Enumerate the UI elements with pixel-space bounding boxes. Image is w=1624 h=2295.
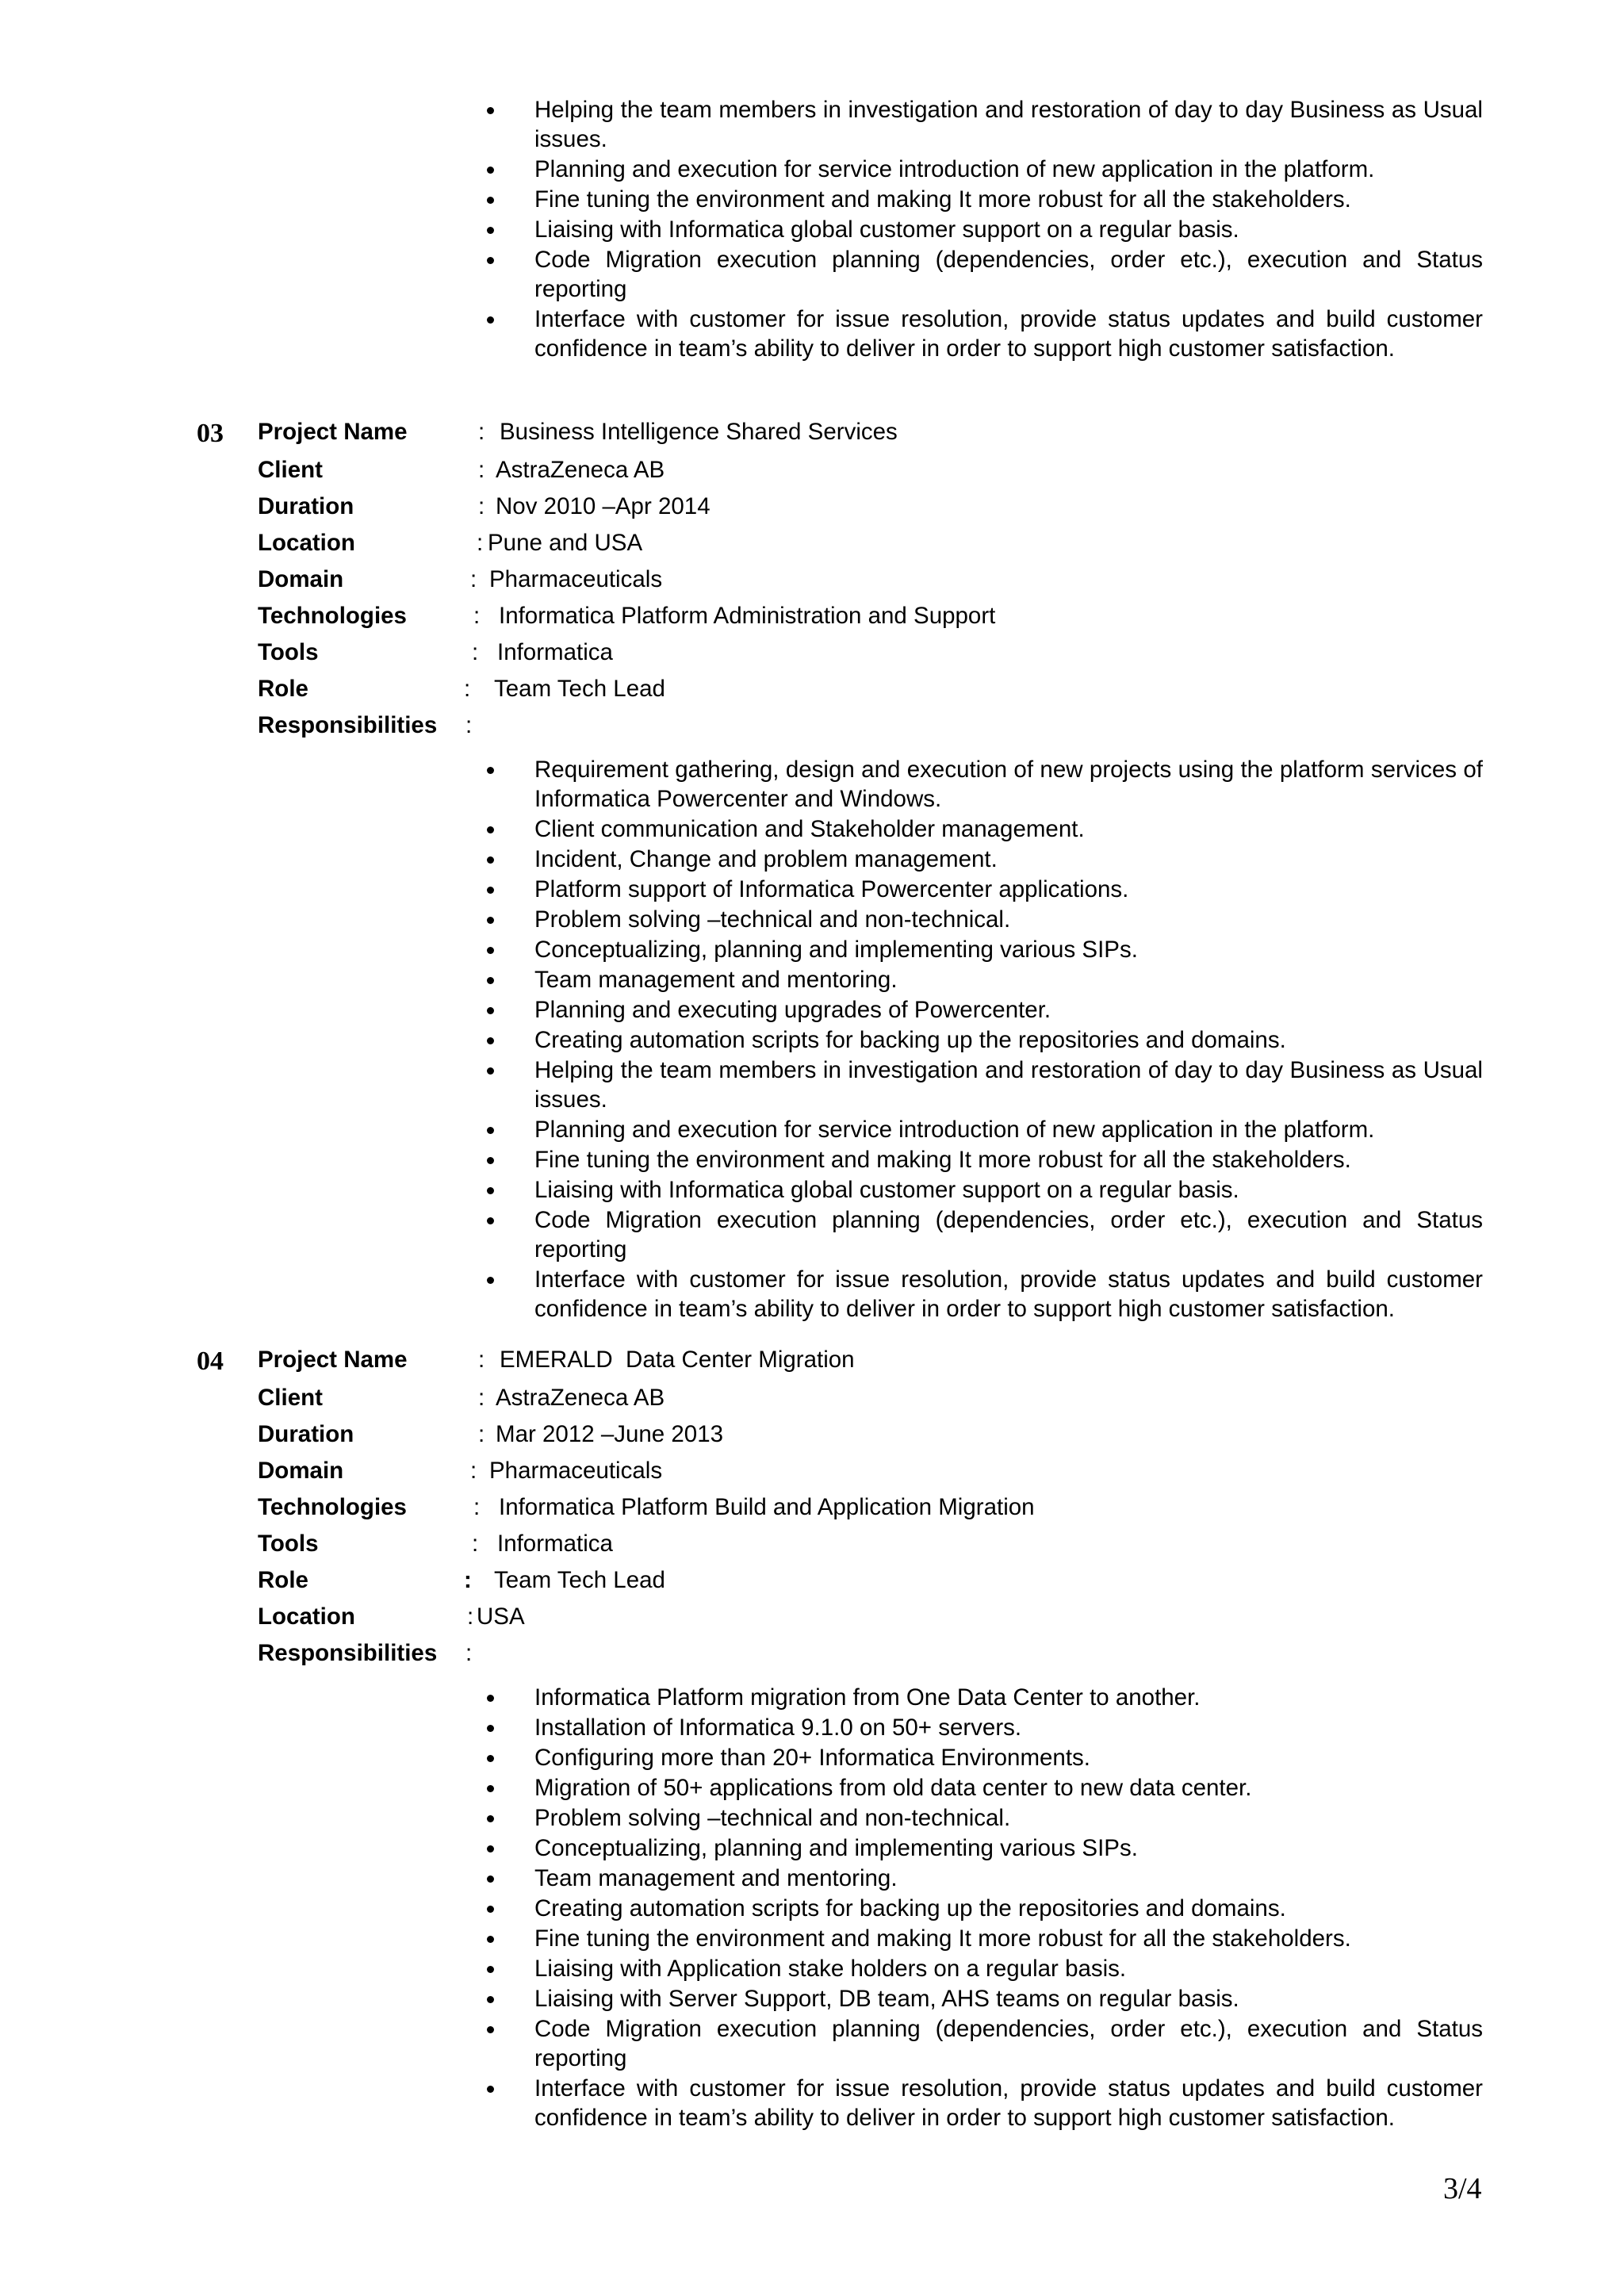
- field-label: Responsibilities: [258, 712, 438, 738]
- field-colon: :: [473, 1494, 481, 1520]
- field-value: Informatica Platform Administration and Support: [499, 603, 996, 629]
- field-label: Technologies: [258, 603, 407, 629]
- list-item: Liaising with Application stake holders on a regular basis.: [484, 1954, 1483, 1983]
- field-label: Duration: [258, 1421, 354, 1447]
- field-colon: :: [478, 1385, 485, 1411]
- field-label: Location: [258, 530, 355, 556]
- list-item: Planning and execution for service introduction of new application in the platform.: [484, 1115, 1483, 1144]
- field-label: Domain: [258, 566, 344, 592]
- field-label: Role: [258, 1567, 308, 1593]
- list-item: Conceptualizing, planning and implementing various SIPs.: [484, 935, 1483, 964]
- list-item: Helping the team members in investigation and restoration of day to day Business as Usual issues.: [484, 95, 1483, 154]
- list-item: Helping the team members in investigation and restoration of day to day Business as Usual issues.: [484, 1056, 1483, 1114]
- project-number: 04: [197, 1347, 224, 1376]
- field-value: Business Intelligence Shared Services: [500, 419, 898, 445]
- field-colon: :: [473, 603, 481, 629]
- field-label: Location: [258, 1603, 355, 1630]
- field-colon: :: [478, 419, 485, 445]
- field-value: Pharmaceuticals: [489, 566, 663, 592]
- list-item: Planning and execution for service introduction of new application in the platform.: [484, 155, 1483, 184]
- field-colon: :: [465, 712, 473, 738]
- list-item: Incident, Change and problem management.: [484, 845, 1483, 874]
- responsibilities-list: [484, 755, 1483, 1324]
- field-label: Domain: [258, 1458, 344, 1484]
- field-label: Client: [258, 457, 323, 483]
- field-value: Mar 2012 –June 2013: [496, 1421, 724, 1447]
- field-colon: :: [477, 530, 484, 556]
- field-value: Pharmaceuticals: [489, 1458, 663, 1484]
- responsibilities-list: [484, 1683, 1483, 2133]
- field-value: Nov 2010 –Apr 2014: [496, 493, 710, 519]
- list-item: Code Migration execution planning (dependencies, order etc.), execution and Status reporting: [484, 245, 1483, 304]
- field-colon: :: [465, 1640, 473, 1666]
- field-value: Informatica Platform Build and Application Migration: [499, 1494, 1035, 1520]
- field-colon: :: [472, 639, 479, 665]
- list-item: Liaising with Informatica global customer support on a regular basis.: [484, 1175, 1483, 1205]
- list-item: Client communication and Stakeholder management.: [484, 814, 1483, 844]
- field-value: Informatica: [497, 639, 613, 665]
- field-label: Tools: [258, 1531, 319, 1557]
- list-item: Creating automation scripts for backing up the repositories and domains.: [484, 1894, 1483, 1923]
- list-item: Code Migration execution planning (dependencies, order etc.), execution and Status reporting: [484, 1205, 1483, 1264]
- list-item: Team management and mentoring.: [484, 965, 1483, 994]
- field-colon: :: [467, 1603, 474, 1630]
- field-label: Technologies: [258, 1494, 407, 1520]
- list-item: Conceptualizing, planning and implementing various SIPs.: [484, 1833, 1483, 1863]
- field-label: Client: [258, 1385, 323, 1411]
- list-item: Code Migration execution planning (dependencies, order etc.), execution and Status reporting: [484, 2014, 1483, 2073]
- list-item: Informatica Platform migration from One Data Center to another.: [484, 1683, 1483, 1712]
- field-colon: :: [478, 1347, 485, 1373]
- field-value: USA: [477, 1603, 525, 1630]
- field-label: Role: [258, 676, 308, 702]
- field-colon: :: [478, 457, 485, 483]
- list-item: Team management and mentoring.: [484, 1864, 1483, 1893]
- list-item: Interface with customer for issue resolution, provide status updates and build customer confidence in team’s ability to deliver in order to support high customer satisfaction.: [484, 305, 1483, 363]
- field-value: Team Tech Lead: [494, 1567, 665, 1593]
- list-item: Problem solving –technical and non-technical.: [484, 1803, 1483, 1833]
- list-item: Requirement gathering, design and execution of new projects using the platform services of Informatica Powercenter and Windows.: [484, 755, 1483, 814]
- list-item: Configuring more than 20+ Informatica Environments.: [484, 1743, 1483, 1772]
- field-label: Duration: [258, 493, 354, 519]
- field-colon: :: [478, 493, 485, 519]
- list-item: Problem solving –technical and non-technical.: [484, 905, 1483, 934]
- field-value: Informatica: [497, 1531, 613, 1557]
- list-item: Planning and executing upgrades of Powercenter.: [484, 995, 1483, 1025]
- list-item: Liaising with Server Support, DB team, AHS teams on regular basis.: [484, 1984, 1483, 2013]
- list-item: Creating automation scripts for backing up the repositories and domains.: [484, 1025, 1483, 1055]
- page-number: 3/4: [1443, 2172, 1482, 2205]
- field-value: AstraZeneca AB: [496, 457, 665, 483]
- field-colon: :: [470, 566, 477, 592]
- field-label: Project Name: [258, 419, 408, 445]
- list-item: Platform support of Informatica Powercenter applications.: [484, 875, 1483, 904]
- list-item: Interface with customer for issue resolution, provide status updates and build customer confidence in team’s ability to deliver in order to support high customer satisfaction.: [484, 2074, 1483, 2132]
- list-item: Fine tuning the environment and making It more robust for all the stakeholders.: [484, 185, 1483, 214]
- field-colon: :: [470, 1458, 477, 1484]
- field-label: Tools: [258, 639, 319, 665]
- previous-project-responsibilities: [484, 95, 1483, 364]
- field-colon: :: [478, 1421, 485, 1447]
- field-colon: :: [464, 1567, 472, 1593]
- list-item: Liaising with Informatica global customer support on a regular basis.: [484, 215, 1483, 244]
- field-value: Pune and USA: [488, 530, 643, 556]
- list-item: Fine tuning the environment and making It more robust for all the stakeholders.: [484, 1145, 1483, 1174]
- list-item: Installation of Informatica 9.1.0 on 50+ servers.: [484, 1713, 1483, 1742]
- project-number: 03: [197, 419, 224, 448]
- field-value: EMERALD Data Center Migration: [500, 1347, 855, 1373]
- field-colon: :: [464, 676, 471, 702]
- field-value: Team Tech Lead: [494, 676, 665, 702]
- field-colon: :: [472, 1531, 479, 1557]
- field-label: Project Name: [258, 1347, 408, 1373]
- field-value: AstraZeneca AB: [496, 1385, 665, 1411]
- list-item: Fine tuning the environment and making It more robust for all the stakeholders.: [484, 1924, 1483, 1953]
- list-item: Migration of 50+ applications from old data center to new data center.: [484, 1773, 1483, 1803]
- list-item: Interface with customer for issue resolution, provide status updates and build customer confidence in team’s ability to deliver in order to support high customer satisfaction.: [484, 1265, 1483, 1324]
- field-label: Responsibilities: [258, 1640, 438, 1666]
